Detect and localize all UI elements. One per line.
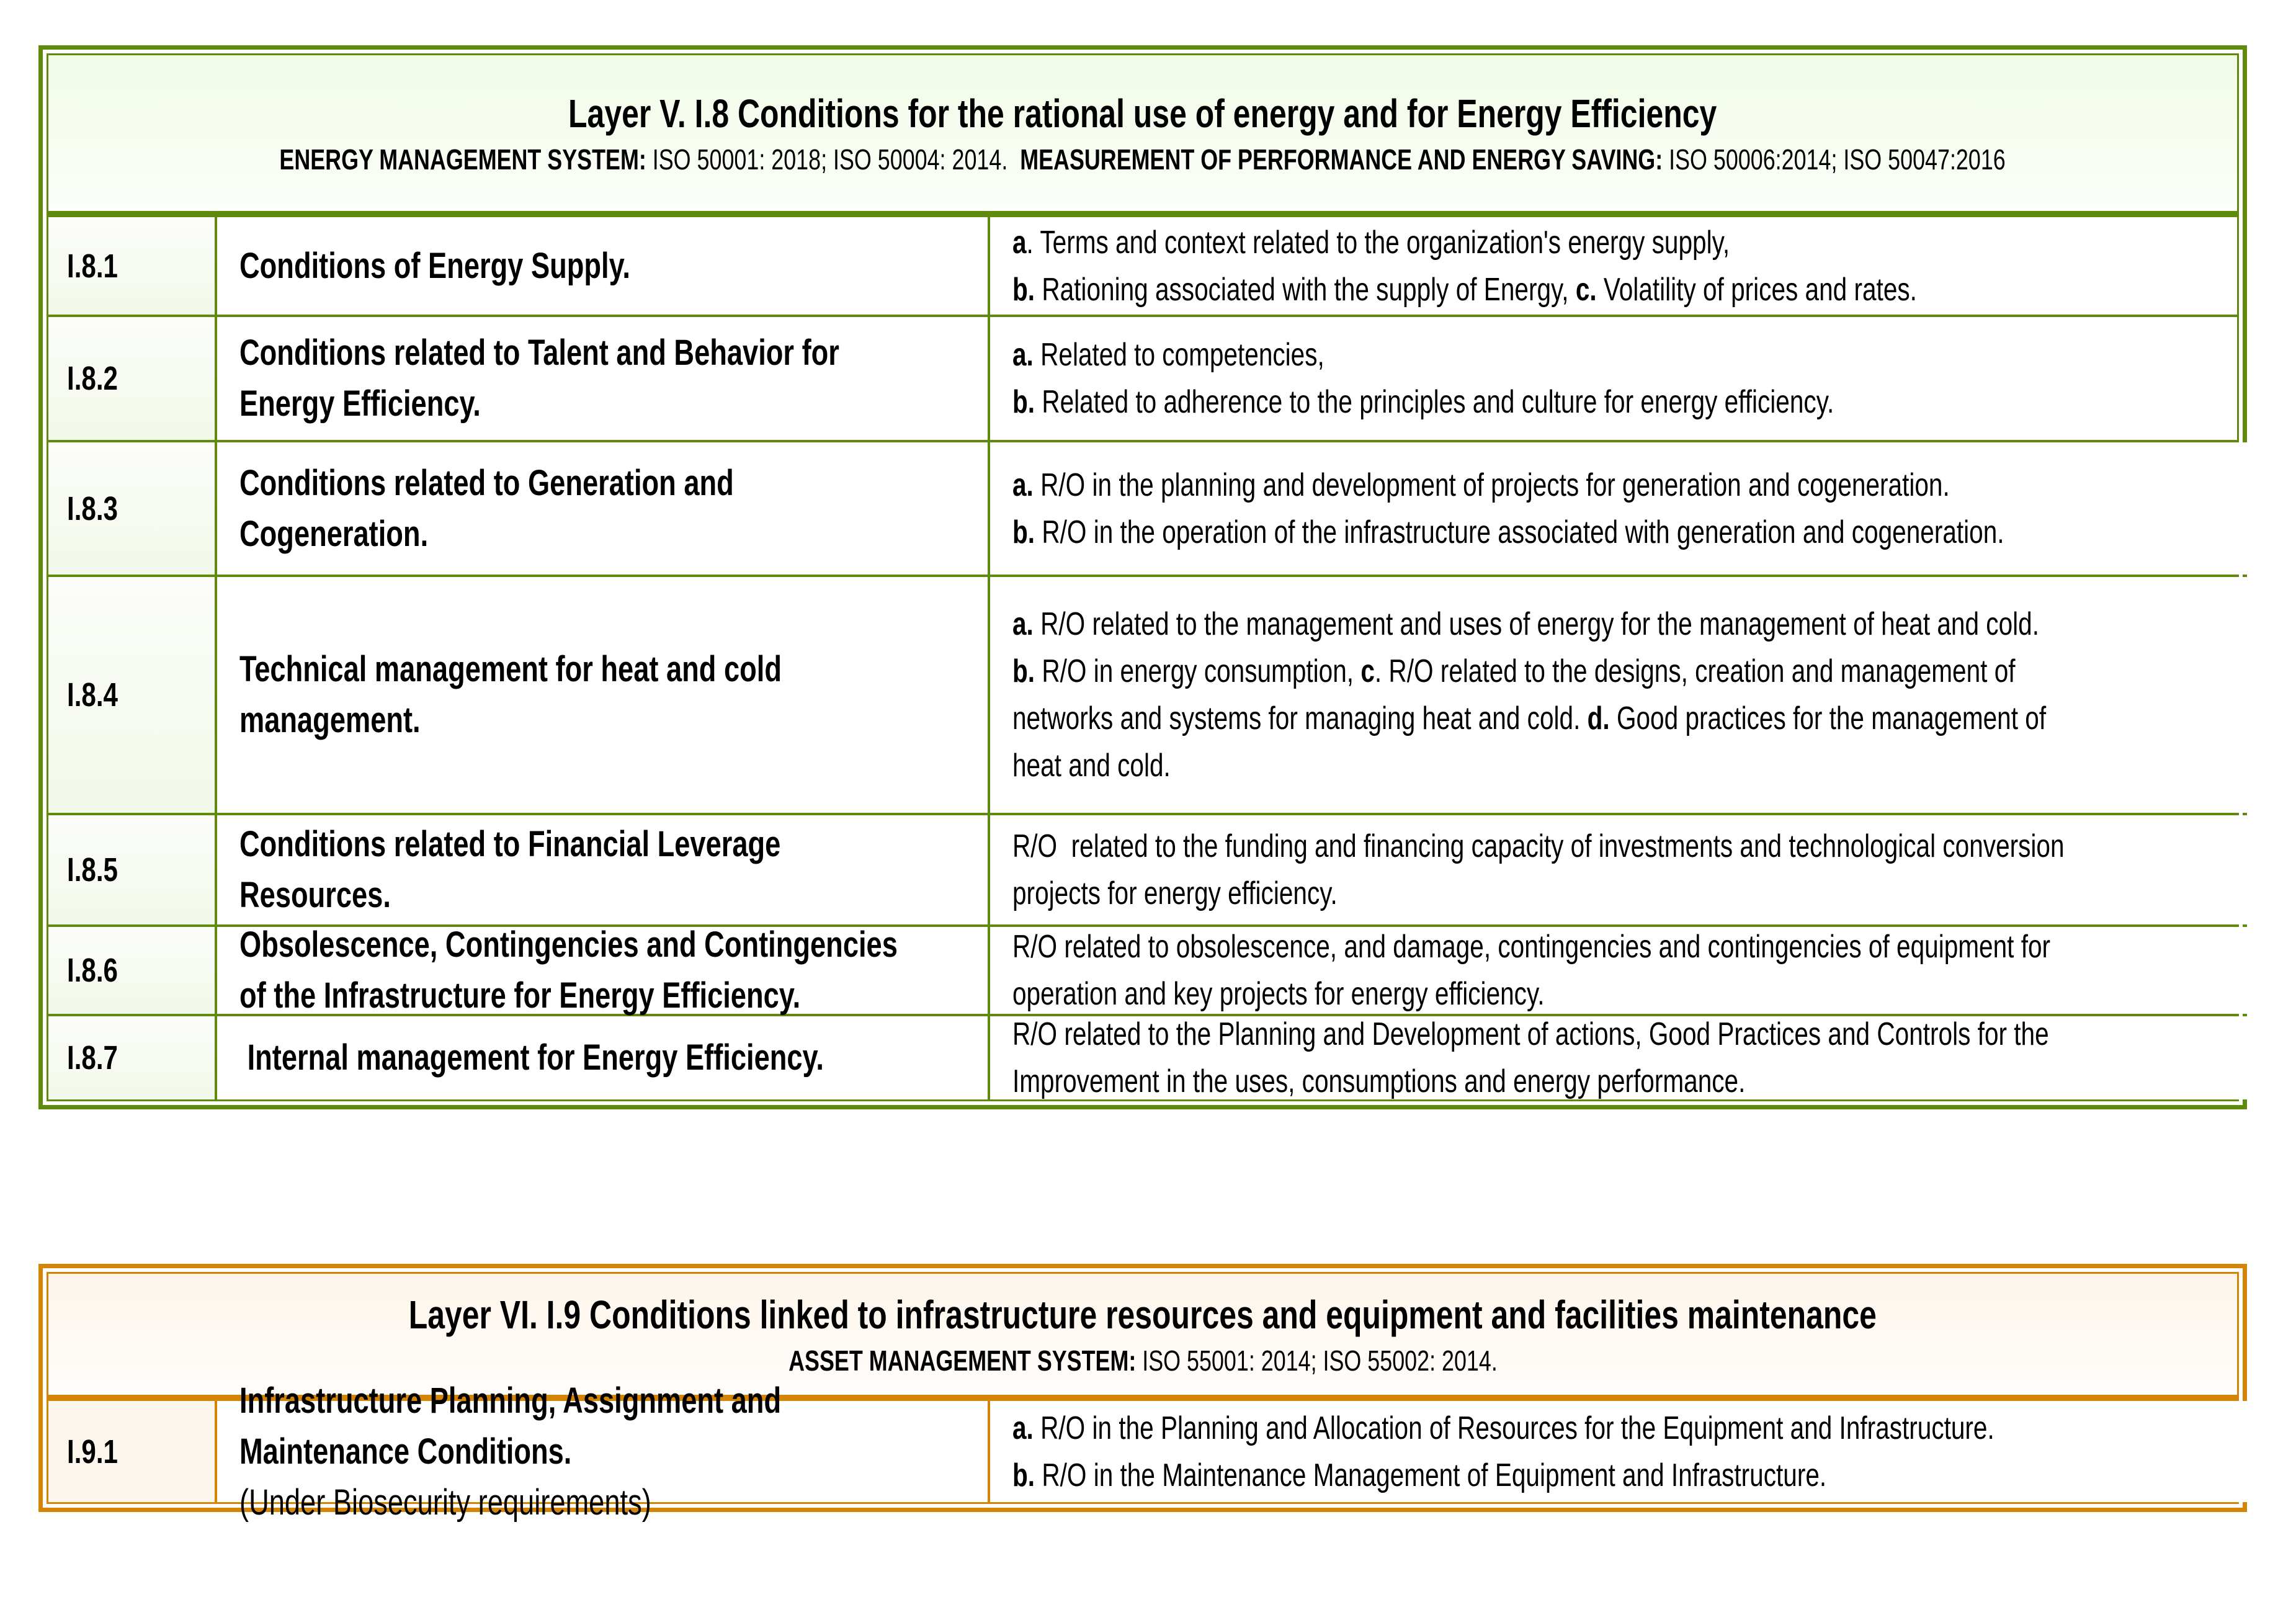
item-marker: c. — [1575, 271, 1597, 308]
layer-v-title: Layer V. I.8 Conditions for the rational use of energy and for Energy Efficiency — [568, 91, 1717, 136]
row-description-line — [1012, 1058, 1745, 1105]
row-description-line — [1012, 331, 1324, 378]
row-description — [990, 1401, 2275, 1502]
row-title-line: Energy Efficiency. — [239, 383, 481, 424]
item-text: R/O related to the management and uses of energy for the management of heat and cold. — [1033, 606, 2039, 642]
item-marker: b. — [1012, 1457, 1035, 1493]
item-marker: b. — [1012, 384, 1035, 420]
row-description-line — [1012, 1452, 1826, 1499]
row-title — [217, 815, 990, 924]
table-row — [48, 924, 2237, 1014]
item-text: projects for energy efficiency. — [1012, 875, 1338, 911]
subtitle-label-asset: ASSET MANAGEMENT SYSTEM: — [788, 1344, 1136, 1377]
row-code: I.9.1 — [48, 1401, 217, 1502]
row-code: I.8.1 — [48, 217, 217, 315]
row-description-line — [1012, 695, 2046, 742]
row-description-line — [1012, 509, 2004, 556]
item-marker: d. — [1587, 700, 1610, 736]
row-title — [217, 217, 990, 315]
row-title-line: Cogeneration. — [239, 513, 429, 554]
item-marker: a. — [1012, 1410, 1034, 1446]
item-text: R/O related to the Planning and Development of actions, Good Practices and Controls for the — [1012, 1016, 2049, 1052]
item-text: R/O in the Planning and Allocation of Resources for the Equipment and Infrastructure. — [1033, 1410, 1994, 1446]
table-row — [48, 1380, 2237, 1523]
layer-vi-table — [38, 1264, 2247, 1523]
table-row — [48, 1014, 2237, 1099]
row-title — [217, 924, 990, 1016]
item-text: Related to adherence to the principles and culture for energy efficiency. — [1035, 384, 1834, 420]
row-description-line — [1012, 378, 1834, 426]
row-description — [990, 442, 2287, 575]
row-description-line — [1012, 1405, 1994, 1452]
subtitle-label-ems: ENERGY MANAGEMENT SYSTEM: — [279, 143, 647, 176]
row-code: I.8.3 — [48, 442, 217, 575]
item-text: Related to competencies, — [1033, 337, 1324, 373]
item-text: . Terms and context related to the organization's energy supply, — [1026, 224, 1730, 261]
layer-v-rows — [48, 215, 2237, 1099]
layer-v-header — [48, 55, 2237, 215]
row-title — [217, 442, 990, 575]
item-text: Good practices for the management of — [1609, 700, 2047, 736]
row-description-line — [1012, 923, 2050, 970]
item-text: networks and systems for managing heat and cold. — [1012, 700, 1588, 736]
row-code: I.8.7 — [48, 1016, 217, 1099]
item-text: Volatility of prices and rates. — [1596, 271, 1917, 308]
layer-vi-rows — [48, 1380, 2237, 1523]
row-title-line: Conditions related to Financial Leverage — [239, 824, 781, 864]
item-marker: b. — [1012, 653, 1035, 689]
table-row — [48, 315, 2237, 440]
item-marker: c — [1360, 653, 1375, 689]
item-text: operation and key projects for energy efficiency. — [1012, 976, 1545, 1012]
row-description-line — [1012, 601, 2039, 648]
table-row — [48, 215, 2237, 315]
row-description — [990, 1016, 2296, 1099]
row-description-line — [1012, 266, 1917, 313]
item-marker: b. — [1012, 271, 1035, 308]
item-marker: a — [1012, 224, 1027, 261]
item-text: R/O in the planning and development of projects for generation and cogeneration. — [1033, 467, 1950, 503]
item-text: R/O related to the funding and financing capacity of investments and technological conversion — [1012, 828, 2065, 864]
row-description-line — [1012, 462, 1950, 509]
row-title-line: Infrastructure Planning, Assignment and — [239, 1380, 782, 1421]
table-row — [48, 440, 2237, 575]
item-text: R/O in energy consumption, — [1035, 653, 1361, 689]
row-description-line — [1012, 1011, 2049, 1058]
row-description-line — [1012, 219, 1730, 266]
row-title-line: Conditions related to Generation and — [239, 462, 734, 503]
row-description — [990, 927, 2296, 1014]
layer-v-table — [38, 45, 2247, 1109]
row-description-line — [1012, 742, 1171, 789]
item-marker: a. — [1012, 606, 1034, 642]
row-title-line: Maintenance Conditions. — [239, 1431, 572, 1472]
row-code: I.8.4 — [48, 577, 217, 813]
item-text: . R/O related to the designs, creation and management of — [1374, 653, 2016, 689]
item-marker: a. — [1012, 467, 1034, 503]
table-row — [48, 813, 2237, 924]
item-text: R/O in the Maintenance Management of Equipment and Infrastructure. — [1035, 1457, 1827, 1493]
row-title-line: Conditions related to Talent and Behavior for — [239, 333, 839, 373]
row-title-note: (Under Biosecurity requirements) — [239, 1482, 651, 1523]
row-title-line: Conditions of Energy Supply. — [239, 245, 631, 286]
layer-vi-subtitle — [689, 1342, 1597, 1379]
item-marker: a. — [1012, 337, 1034, 373]
layer-vi-table-inner — [47, 1272, 2239, 1523]
row-title-line: Resources. — [239, 875, 391, 915]
row-description — [990, 815, 2296, 924]
row-title — [217, 317, 990, 440]
subtitle-label-measurement: MEASUREMENT OF PERFORMANCE AND ENERGY SAVING: — [1020, 143, 1663, 176]
row-description — [990, 217, 2237, 315]
layer-v-table-inner — [47, 53, 2239, 1101]
row-title-line: Obsolescence, Contingencies and Contingencies — [239, 924, 898, 965]
row-title-line: Technical management for heat and cold — [239, 649, 782, 689]
subtitle-value-ems: ISO 50001: 2018; ISO 50004: 2014. — [646, 143, 1021, 176]
item-marker: b. — [1012, 514, 1035, 550]
row-description-line — [1012, 648, 2016, 695]
row-code: I.8.2 — [48, 317, 217, 440]
row-title-line: management. — [239, 700, 421, 740]
row-description-line — [1012, 823, 2065, 870]
item-text: R/O in the operation of the infrastructure associated with generation and cogeneration. — [1035, 514, 2004, 550]
row-description — [990, 317, 2237, 440]
row-code: I.8.6 — [48, 927, 217, 1014]
item-text: heat and cold. — [1012, 748, 1171, 784]
row-title — [217, 1016, 990, 1099]
row-description — [990, 577, 2296, 813]
subtitle-value-asset: ISO 55001: 2014; ISO 55002: 2014. — [1135, 1344, 1498, 1377]
item-text: R/O related to obsolescence, and damage, contingencies and contingencies of equipment for — [1012, 929, 2051, 965]
item-text: Improvement in the uses, consumptions and energy performance. — [1012, 1063, 1746, 1099]
row-title — [217, 1380, 990, 1523]
row-description-line — [1012, 870, 1338, 917]
layer-vi-title: Layer VI. I.9 Conditions linked to infrastructure resources and equipment and facilities maintenance — [408, 1292, 1877, 1337]
row-title-line: of the Infrastructure for Energy Efficiency. — [239, 975, 801, 1016]
row-title-line: Internal management for Energy Efficiency. — [239, 1037, 824, 1078]
row-title — [217, 577, 990, 813]
table-row — [48, 575, 2237, 813]
subtitle-value-measurement: ISO 50006:2014; ISO 50047:2016 — [1663, 143, 2006, 176]
item-text: Rationing associated with the supply of Energy, — [1035, 271, 1576, 308]
row-code: I.8.5 — [48, 815, 217, 924]
layer-v-subtitle — [36, 141, 2249, 178]
